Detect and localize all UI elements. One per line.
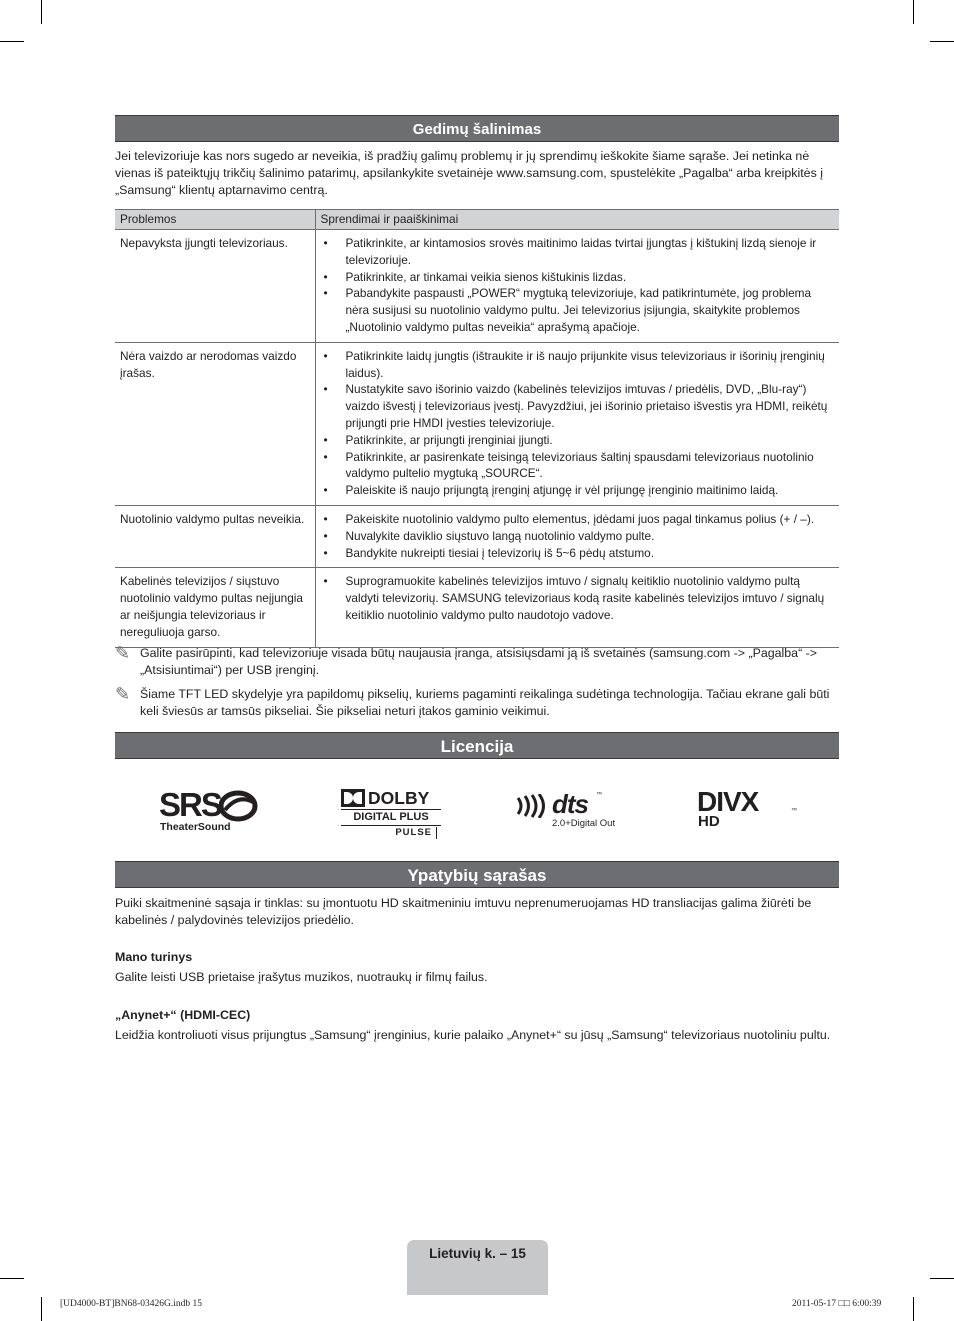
list-item: • Pakeiskite nuotolinio valdymo pulto elementus, įdėdami juos pagal tinkamus polius (+ / –). [324, 511, 835, 528]
solution-cell [315, 505, 839, 567]
feature-text-my-content: Galite leisti USB prietaise įrašytus muzikos, nuotraukų ir filmų failus. [115, 970, 488, 984]
solution-cell [315, 568, 839, 647]
divx-logo-text: DIVX [697, 786, 759, 817]
list-item: • Suprogramuokite kabelinės televizijos imtuvo / signalų keitiklio nuotolinio valdymo pultą valdyti televizorių. SAMSUNG televizoriaus kodą rasite kabelinės televizijos imtuvo / signalų keitiklio nuotolinio valdymo pulto naudotojo vadove. [324, 573, 835, 623]
page-number-tab [407, 1240, 548, 1295]
note-text: Šiame TFT LED skydelyje yra papildomų pikselių, kuriems pagaminti reikalinga sudėtinga technologija. Tačiau ekrane gali būti keli šviesūs ar tamsūs pikseliai. Šie pikseliai neturi įtakos gaminio veikimui. [140, 687, 830, 718]
table-row [115, 568, 839, 647]
problem-cell: Nuotolinio valdymo pultas neveikia. [115, 505, 315, 567]
trademark-symbol: ™ [791, 808, 797, 814]
list-item: • Patikrinkite, ar kintamosios srovės maitinimo laidas tvirtai įjungtas į kištukinį lizdą sienoje ir televizoriuje. [324, 235, 835, 269]
crop-mark [913, 0, 914, 24]
dolby-digital-plus-logo [341, 788, 443, 840]
dolby-double-d-icon [341, 789, 365, 807]
crop-mark [41, 1297, 42, 1321]
dts-logo-subtitle: 2.0+Digital Out [552, 818, 616, 829]
problem-cell: Nepavyksta įjungti televizoriaus. [115, 230, 315, 343]
crop-mark [913, 1297, 914, 1321]
print-date-info: 2011-05-17 □□ 6:00:39 [792, 1299, 882, 1309]
feature-text-anynet: Leidžia kontroliuoti visus prijungtus „Samsung“ įrenginius, kurie palaiko „Anynet+“ su jūsų „Samsung“ televizoriaus nuotoliniu pultu. [115, 1028, 831, 1042]
srs-circle-icon [219, 790, 259, 822]
table-row [115, 505, 839, 567]
list-item: • Nuvalykite daviklio siųstuvo langą nuotolinio valdymo pulte. [324, 528, 835, 545]
srs-logo-subtitle: TheaterSound [160, 821, 231, 833]
list-item: • Paleiskite iš naujo prijungtą įrenginį atjungę ir vėl prijungę įrenginio maitinimo laidą. [324, 482, 835, 499]
trademark-symbol: ™ [596, 792, 602, 798]
dolby-digital-plus-text: DIGITAL PLUS [341, 809, 441, 826]
crop-mark [41, 0, 42, 24]
srs-logo-text: SRS [159, 786, 221, 823]
troubleshooting-heading: Gedimų šalinimas [115, 115, 839, 142]
divx-hd-text: HD [698, 813, 720, 830]
crop-mark [930, 1278, 954, 1279]
page-number-label: Lietuvių k. – 15 [429, 1246, 526, 1261]
note-text: Galite pasirūpinti, kad televizoriuje visada būtų naujausia įranga, atsisiųsdami ją iš svetainės (samsung.com -> „Pagalba“ -> „Atsisiuntimai“) per USB įrenginį. [140, 646, 818, 677]
dts-logo-text: dts [552, 789, 588, 819]
list-item: • Patikrinkite, ar prijungti įrenginiai įjungti. [324, 432, 835, 449]
print-file-info: [UD4000-BT]BN68-03426G.indb 15 [60, 1299, 202, 1309]
list-item: • Patikrinkite, ar tinkamai veikia sienos kištukinis lizdas. [324, 269, 835, 286]
features-heading: Ypatybių sąrašas [115, 861, 839, 888]
list-item: • Patikrinkite, ar pasirenkate teisingą televizoriaus šaltinį spausdami televizoriaus nuotolinio valdymo pultelio mygtuką „SOURCE“. [324, 449, 835, 483]
column-header-problems: Problemos [115, 210, 315, 230]
solution-cell [315, 342, 839, 505]
license-heading: Licencija [115, 732, 839, 759]
note-software-update [115, 645, 839, 679]
troubleshooting-intro: Jei televizoriuje kas nors sugedo ar neveikia, iš pradžių galimų problemų ir jų sprendimų ieškokite šiame sąraše. Jei netinka nė vienas iš pateiktųjų trikčių šalinimo patarimų, apsilankykite svetainėje www.samsung.com, spustelėkite „Pagalba“ arba kreipkitės į „Samsung“ klientų aptarnavimo centrą. [115, 149, 823, 197]
solution-cell [315, 230, 839, 343]
crop-mark [0, 41, 24, 42]
pencil-note-icon: ✎ [115, 684, 131, 704]
problem-cell: Nėra vaizdo ar nerodomas vaizdo įrašas. [115, 342, 315, 505]
features-intro: Puiki skaitmeninė sąsaja ir tinklas: su įmontuotu HD skaitmeniniu imtuvu neprenumeruojamas HD transliacijas galima žiūrėti be kabelinės / palydovinės televizijos priedėlio. [115, 896, 812, 927]
list-item: • Patikrinkite laidų jungtis (ištraukite ir iš naujo prijunkite visus televizoriaus ir išorinių įrenginių laidus). [324, 348, 835, 382]
dolby-logo-text: DOLBY [368, 788, 430, 808]
note-tft-pixels [115, 686, 839, 720]
column-header-solutions: Sprendimai ir paaiškinimai [315, 210, 839, 230]
troubleshooting-table [115, 209, 839, 648]
crop-mark [930, 41, 954, 42]
dts-wave-icon [516, 794, 550, 818]
pencil-note-icon: ✎ [115, 643, 131, 663]
dts-digital-out-logo [516, 789, 621, 832]
table-row [115, 342, 839, 505]
list-item: • Pabandykite paspausti „POWER“ mygtuką televizoriuje, kad patikrintumėte, jog problema nėra susijusi su nuotolinio valdymo pultu. Jei televizorius įsijungia, skaitykite problemos „Nuotolinio valdymo pultas neveikia“ aprašymą apačioje. [324, 285, 835, 335]
crop-mark [0, 1278, 24, 1279]
list-item: • Nustatykite savo išorinio vaizdo (kabelinės televizijos imtuvas / priedėlis, DVD, „Blu-ray“) vaizdo išvestį į televizoriaus įvestį. Pavyzdžiui, jei išorinio prietaiso išvestis yra HDMI, reikėtų prijungti prie HMDI įvesties televizoriuje. [324, 381, 835, 431]
srs-theatersound-logo [159, 788, 263, 836]
table-header-row [115, 210, 839, 230]
feature-heading-my-content: Mano turinys [115, 950, 193, 964]
table-row [115, 230, 839, 343]
problem-cell: Kabelinės televizijos / siųstuvo nuotolinio valdymo pultas neįjungia ar neišjungia televizoriaus ir nereguliuoja garso. [115, 568, 315, 647]
feature-heading-anynet: „Anynet+“ (HDMI-CEC) [115, 1008, 251, 1022]
list-item: • Bandykite nukreipti tiesiai į televizorių iš 5~6 pėdų atstumo. [324, 545, 835, 562]
divx-hd-logo [697, 786, 799, 832]
dolby-pulse-text: PULSE [341, 827, 437, 839]
